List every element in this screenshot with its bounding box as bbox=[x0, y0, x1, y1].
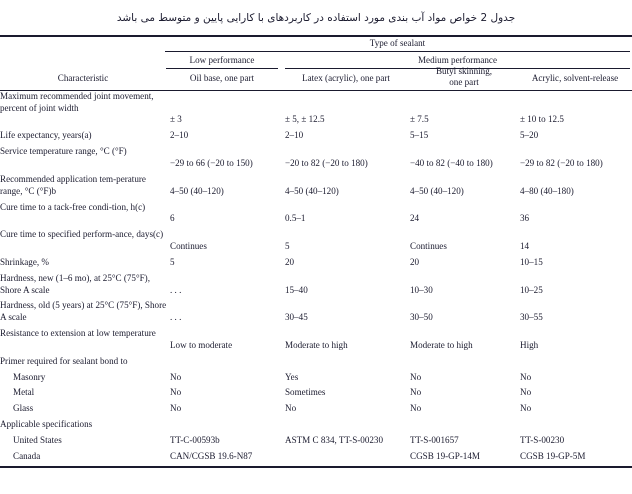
row-value-acrylic bbox=[520, 419, 632, 431]
row-value-acrylic: −29 to 82 (−20 to 180) bbox=[520, 158, 603, 168]
row-value-acrylic: No bbox=[520, 403, 532, 414]
table-row bbox=[0, 174, 632, 198]
table-bottom-rule bbox=[0, 466, 632, 468]
row-value-oil-base: No bbox=[170, 403, 182, 414]
row-value-acrylic: TT-S-00230 bbox=[520, 434, 565, 445]
row-value-acrylic: 4–80 (40–180) bbox=[520, 185, 574, 196]
table-row bbox=[0, 419, 632, 431]
row-characteristic: Cure time to specified perform-ance, days(c) bbox=[0, 229, 164, 240]
row-value-latex: 15–40 bbox=[285, 284, 308, 295]
row-value-butyl: No bbox=[410, 371, 422, 382]
row-characteristic: Recommended application tem-perature range, °C (°F)b bbox=[0, 173, 146, 196]
row-value-butyl: Continues bbox=[410, 241, 447, 252]
column-header-latex-acrylic: Latex (acrylic), one part bbox=[302, 72, 390, 83]
table-row bbox=[0, 257, 632, 269]
row-value-acrylic: 5–20 bbox=[520, 130, 539, 141]
header-group-type-of-sealant: Type of sealant bbox=[369, 37, 426, 48]
table-header bbox=[0, 37, 632, 89]
table-row bbox=[0, 300, 632, 324]
row-value-latex: Sometimes bbox=[285, 387, 326, 398]
row-characteristic: Maximum recommended joint movement, percent of joint width bbox=[0, 90, 154, 113]
table-row bbox=[0, 403, 632, 415]
table-row bbox=[0, 229, 632, 253]
row-characteristic: United States bbox=[13, 434, 62, 445]
row-value-butyl: 10–30 bbox=[410, 284, 433, 295]
row-value-acrylic: High bbox=[520, 340, 539, 351]
row-value-butyl: 5–15 bbox=[410, 130, 429, 141]
row-characteristic: Hardness, old (5 years) at 25°C (75°F), Shore A scale bbox=[0, 300, 167, 323]
row-value-butyl: CGSB 19-GP-14M bbox=[410, 450, 480, 461]
row-value-butyl: Moderate to high bbox=[410, 340, 473, 351]
table-row bbox=[0, 146, 632, 170]
row-characteristic: Glass bbox=[13, 403, 34, 414]
row-characteristic: Shrinkage, % bbox=[0, 256, 49, 267]
row-characteristic: Resistance to extension at low temperature bbox=[0, 328, 156, 339]
row-value-oil-base: . . . bbox=[170, 312, 182, 323]
row-characteristic: Metal bbox=[13, 387, 35, 398]
row-value-latex: 20 bbox=[285, 256, 295, 267]
row-value-oil-base: No bbox=[170, 371, 182, 382]
row-value-butyl: No bbox=[410, 403, 422, 414]
table-row bbox=[0, 202, 632, 226]
row-value-butyl: 30–50 bbox=[410, 312, 433, 323]
table-row bbox=[0, 273, 632, 297]
row-value-acrylic: 10–25 bbox=[520, 284, 543, 295]
header-group-medium-performance: Medium performance bbox=[417, 54, 498, 65]
row-value-oil-base: 2–10 bbox=[170, 130, 189, 141]
row-value-butyl: −40 to 82 (−40 to 180) bbox=[410, 158, 493, 168]
row-value-latex: No bbox=[285, 403, 297, 414]
header-rule-low-performance bbox=[166, 68, 278, 69]
table-row bbox=[0, 328, 632, 352]
row-value-acrylic: ± 10 to 12.5 bbox=[520, 114, 564, 125]
row-value-oil-base bbox=[170, 356, 285, 368]
row-value-oil-base: No bbox=[170, 387, 182, 398]
row-value-oil-base: . . . bbox=[170, 284, 182, 295]
row-characteristic: Primer required for sealant bond to bbox=[0, 355, 128, 366]
table-body bbox=[0, 91, 632, 463]
column-header-butyl-line2: one part bbox=[449, 77, 479, 88]
header-group-low-performance: Low performance bbox=[189, 54, 255, 65]
row-characteristic: Service temperature range, °C (°F) bbox=[0, 146, 127, 157]
row-value-oil-base: Low to moderate bbox=[170, 340, 233, 351]
column-header-acrylic-solvent-release: Acrylic, solvent-release bbox=[531, 72, 619, 83]
row-value-oil-base: CAN/CGSB 19.6-N87 bbox=[170, 450, 253, 461]
row-characteristic: Masonry bbox=[13, 371, 46, 382]
row-value-latex: ASTM C 834, TT-S-00230 bbox=[285, 434, 384, 445]
row-value-oil-base: 4–50 (40–120) bbox=[170, 185, 224, 196]
row-value-latex: 0.5–1 bbox=[285, 213, 306, 224]
row-value-acrylic: 14 bbox=[520, 241, 530, 252]
table-rows bbox=[0, 91, 632, 463]
table-row bbox=[0, 372, 632, 384]
table-row bbox=[0, 435, 632, 447]
row-value-butyl: 20 bbox=[410, 256, 420, 267]
row-value-latex: Yes bbox=[285, 371, 299, 382]
row-value-acrylic: No bbox=[520, 387, 532, 398]
row-value-latex: 4–50 (40–120) bbox=[285, 185, 339, 196]
row-value-oil-base: Continues bbox=[170, 241, 207, 252]
row-value-oil-base: ± 3 bbox=[170, 114, 182, 125]
row-value-butyl bbox=[410, 419, 520, 431]
row-value-latex: ± 5, ± 12.5 bbox=[285, 114, 325, 125]
row-value-butyl: 24 bbox=[410, 213, 420, 224]
row-value-latex: 5 bbox=[285, 241, 290, 252]
table-caption: جدول 2 خواص مواد آب بندی مورد استفاده در کاربردهای با کارایی پایین و متوسط می باشد bbox=[116, 12, 516, 24]
row-value-acrylic: 36 bbox=[520, 213, 530, 224]
table-row bbox=[0, 387, 632, 399]
row-value-oil-base: 6 bbox=[170, 213, 175, 224]
row-value-latex bbox=[285, 419, 410, 431]
row-value-latex bbox=[285, 356, 410, 368]
row-characteristic: Canada bbox=[13, 450, 41, 461]
row-value-latex: 30–45 bbox=[285, 312, 308, 323]
column-header-butyl-line1: Butyl skinning, bbox=[435, 65, 493, 76]
row-value-butyl bbox=[410, 356, 520, 368]
row-value-acrylic: No bbox=[520, 371, 532, 382]
row-value-oil-base bbox=[170, 419, 285, 431]
row-value-latex: Moderate to high bbox=[285, 340, 348, 351]
sealant-properties-table bbox=[0, 35, 632, 468]
row-characteristic: Life expectancy, years(a) bbox=[0, 130, 92, 141]
row-value-latex: 2–10 bbox=[285, 130, 304, 141]
table-row bbox=[0, 451, 632, 463]
row-value-acrylic bbox=[520, 356, 632, 368]
row-characteristic: Cure time to a tack-free condi-tion, h(c) bbox=[0, 201, 146, 212]
row-characteristic: Hardness, new (1–6 mo), at 25°C (75°F), Shore A scale bbox=[0, 272, 150, 295]
header-rule-type-of-sealant bbox=[165, 51, 630, 52]
column-header-butyl-skinning bbox=[409, 66, 519, 89]
row-value-latex bbox=[285, 451, 410, 463]
row-value-acrylic: 10–15 bbox=[520, 256, 543, 267]
row-characteristic: Applicable specifications bbox=[0, 419, 93, 430]
column-header-characteristic: Characteristic bbox=[57, 72, 109, 83]
row-value-butyl: 4–50 (40–120) bbox=[410, 185, 464, 196]
table-row bbox=[0, 91, 632, 127]
row-value-latex: −20 to 82 (−20 to 180) bbox=[285, 158, 368, 168]
row-value-oil-base: 5 bbox=[170, 256, 175, 267]
table-row bbox=[0, 356, 632, 368]
row-value-butyl: TT-S-001657 bbox=[410, 434, 459, 445]
column-header-oil-base: Oil base, one part bbox=[189, 72, 255, 83]
row-value-butyl: No bbox=[410, 387, 422, 398]
row-value-oil-base: TT-C-00593b bbox=[170, 434, 220, 445]
row-value-acrylic: CGSB 19-GP-5M bbox=[520, 450, 586, 461]
row-value-acrylic: 30–55 bbox=[520, 312, 543, 323]
row-value-butyl: ± 7.5 bbox=[410, 114, 429, 125]
table-row bbox=[0, 130, 632, 142]
row-value-oil-base: −29 to 66 (−20 to 150) bbox=[170, 158, 253, 168]
